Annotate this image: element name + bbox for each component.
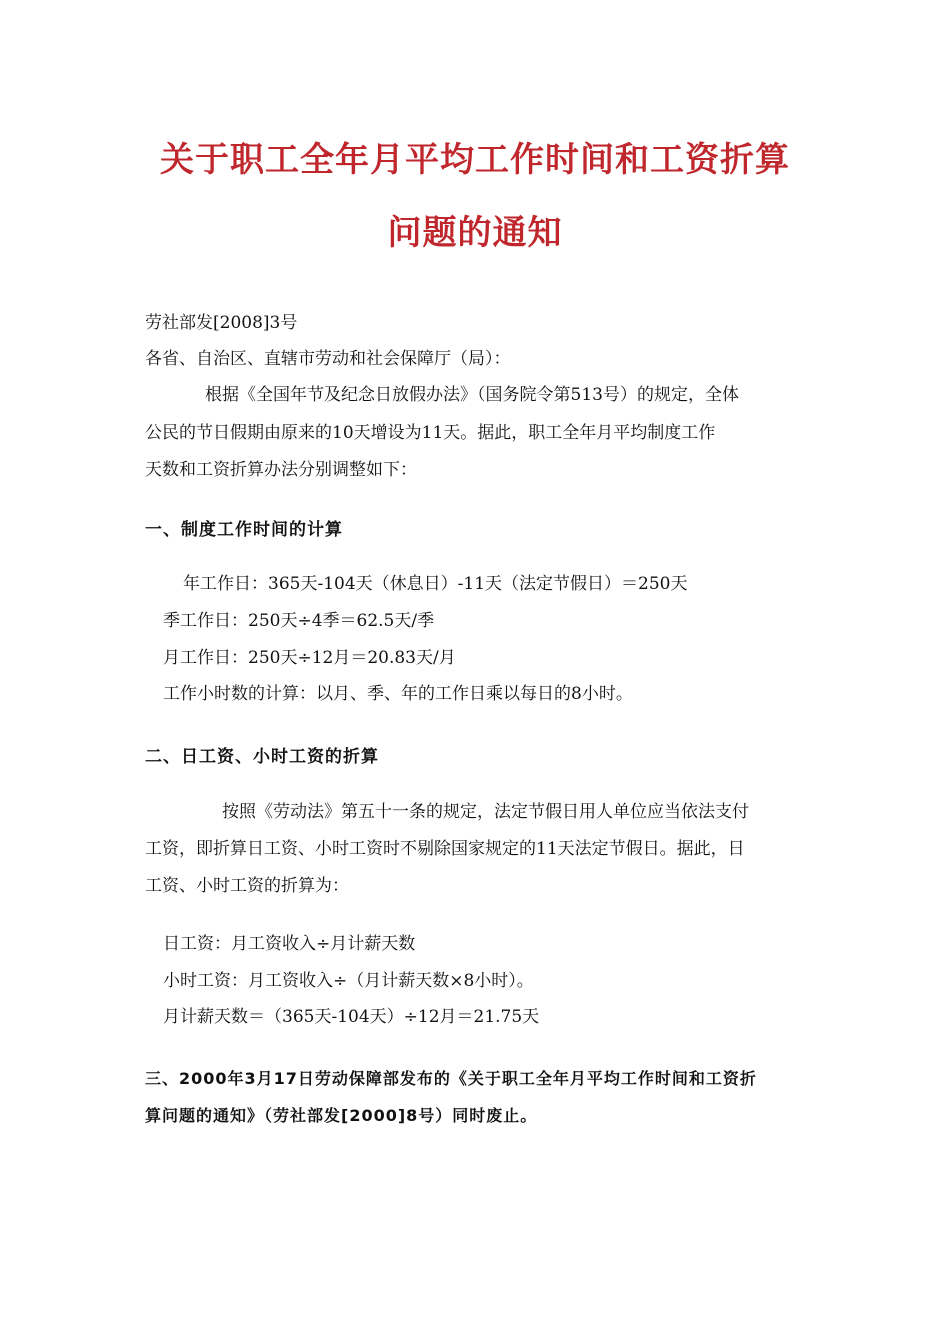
work-day-line: 工作小时数的计算：以月、季、年的工作日乘以每日的8小时。 [163,684,633,704]
section-2-heading: 二、日工资、小时工资的折算 [145,747,379,767]
addressee: 各省、自治区、直辖市劳动和社会保障厅（局）： [145,349,511,369]
document-number: 劳社部发[2008]3号 [145,313,298,333]
formula-line: 月计薪天数＝（365天-104天）÷12月＝21.75天 [163,1007,540,1027]
work-day-line: 季工作日：250天÷4季＝62.5天/季 [163,611,435,631]
section-1-heading: 一、制度工作时间的计算 [145,520,343,540]
document-title-line-1: 关于职工全年月平均工作时间和工资折算 [160,140,790,180]
intro-line: 根据《全国年节及纪念日放假办法》（国务院令第513号）的规定，全体 [205,385,739,405]
formula-line: 小时工资：月工资收入÷（月计薪天数×8小时）。 [163,971,534,991]
section-3-line: 三、2000年3月17日劳动保障部发布的《关于职工全年月平均工作时间和工资折 [145,1069,757,1088]
document-title-line-2: 问题的通知 [387,213,563,253]
section-3-line: 算问题的通知》（劳社部发[2000]8号）同时废止。 [145,1106,538,1125]
section-2-paragraph-line: 工资，即折算日工资、小时工资时不剔除国家规定的11天法定节假日。据此，日 [145,839,745,859]
formula-line: 日工资：月工资收入÷月计薪天数 [163,934,416,954]
intro-line: 天数和工资折算办法分别调整如下： [145,460,417,480]
section-2-paragraph-line: 工资、小时工资的折算为： [145,876,349,896]
work-day-line: 年工作日：365天-104天（休息日）-11天（法定节假日）＝250天 [183,574,688,594]
work-day-line: 月工作日：250天÷12月＝20.83天/月 [163,648,456,668]
section-2-paragraph-line: 按照《劳动法》第五十一条的规定，法定节假日用人单位应当依法支付 [222,802,749,822]
intro-line: 公民的节日假期由原来的10天增设为11天。据此，职工全年月平均制度工作 [145,423,716,443]
